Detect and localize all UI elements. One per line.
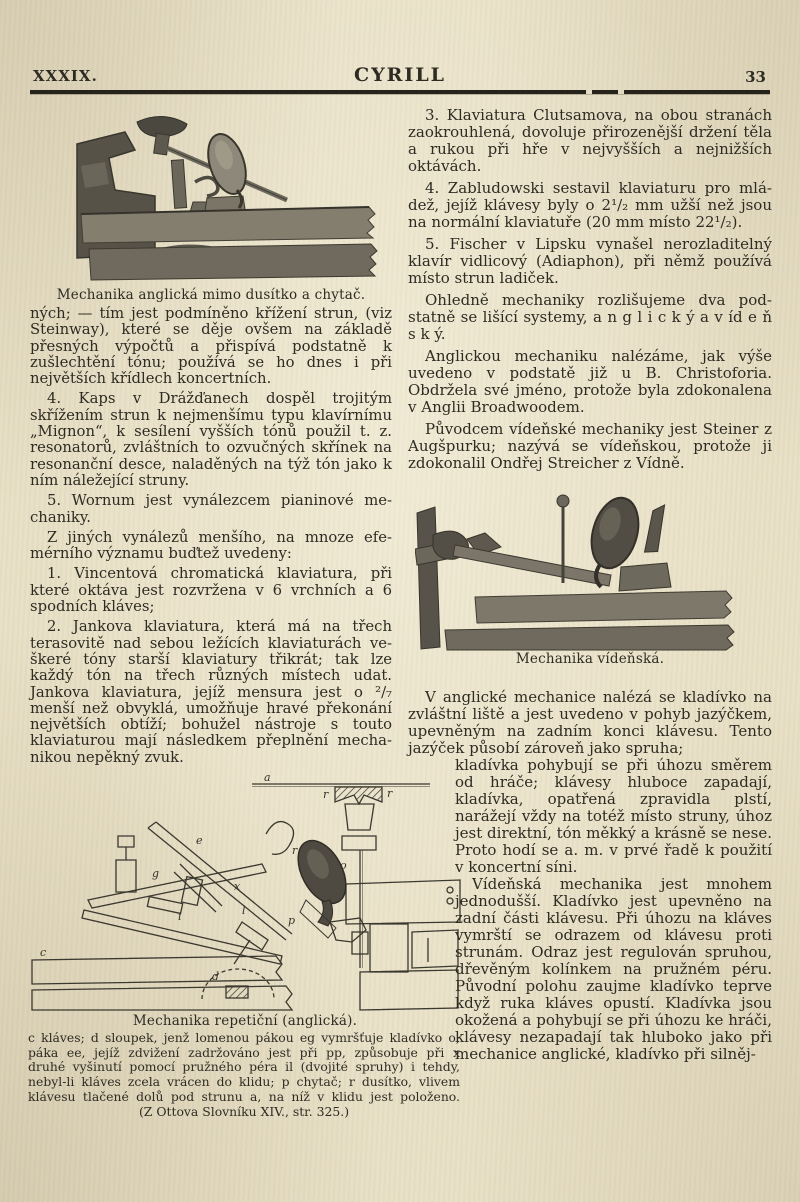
- label-g: g: [152, 867, 160, 880]
- legend-line: druhé vyšinutí pomocí pružného péra il (dvojité spruhy) i tehdy,: [28, 1059, 460, 1075]
- right-intro-paragraph: [408, 689, 772, 762]
- figure-caption-english: Mechanika anglická mimo dusítko a chytač.: [56, 287, 366, 303]
- figure-repetition-action-engraving: [30, 772, 462, 1012]
- label-x: x: [234, 880, 241, 893]
- paragraph: V anglické mechanice nalézá se kladívko na zvláštní liště a jest uvedeno v pohyb jazýčkem, upevněným na zadním konci klávesu. Tento jazýček působí zároveň jako spruha;: [408, 688, 772, 757]
- label-damper-r: r: [387, 787, 393, 800]
- paragraph: 5. Fischer v Lipsku vynašel nerozladitelný klavír vidlicový (Adiaphon), při němž používá místo strun ladiček.: [408, 235, 772, 287]
- paragraph: Anglickou mechaniku nalézáme, jak výše uvedeno v podstatě již u B. Christoforia. Obdržela své jméno, protože byla zdokonalena v Anglii Broadwoodem.: [408, 347, 772, 416]
- paragraph: 2. Jankova klaviatura, která má na třech terasovitě nad sebou ležících klaviaturách veškeré tóny starší klaviatury třikrát; tak lze každý tón na třech různých místech udat. Jankova klaviatura, jejíž mensura jest o ²/₇ menší než obvyklá, umožňuje hravé překonání největších obtíží; bohužel nástroje s touto klaviaturou mají následkem přeplnění mechanikou nepěkný zvuk.: [30, 618, 392, 766]
- legend-source: (Z Ottova Slovníku XIV., str. 325.): [138, 1103, 350, 1119]
- figure-caption-viennese: Mechanika vídeňská.: [515, 651, 665, 667]
- paragraph: Ohledně mechaniky rozlišujeme dva podstatně se lišící systemy, a n g l i c k ý a v íd e ň s k ý.: [408, 291, 772, 343]
- figure-caption-repetition: Mechanika repetiční (anglická).: [132, 1013, 358, 1029]
- paragraph: 4. Zabludowski sestavil klaviaturu pro mládež, jejíž klávesy byly o 2¹/₂ mm užší než jsou na normální klaviatuře (20 mm místo 22¹/₂).: [408, 179, 772, 231]
- left-column-text: [30, 306, 392, 770]
- right-column-text: [408, 107, 772, 477]
- label-p: p: [288, 914, 296, 927]
- legend-line: páka ee, jejíž zdvižení zadržováno jest při pp, způsobuje při x: [28, 1044, 460, 1060]
- label-damper-r: r: [323, 788, 329, 801]
- paragraph: Z jiných vynálezů menšího, na mnoze efemérního významu buďtež uvedeny:: [30, 528, 392, 563]
- label-i: i: [178, 910, 182, 923]
- header-rule: [30, 90, 770, 94]
- right-wrapped-text: [455, 757, 772, 1063]
- label-hammer-o: o: [340, 859, 347, 872]
- paragraph: 1. Vincentová chromatická klaviatura, při které oktáva jest rozvržena v 6 vrchních a 6 spodních kláves;: [30, 565, 392, 616]
- paragraph: 3. Klaviatura Clutsamova, na obou stranách zaokrouhlená, dovoluje přirozenější držení těla a rukou při hře v nejvyšších a nejnižších oktávách.: [408, 106, 772, 175]
- label-string-a: a: [264, 772, 271, 784]
- figure-legend: [28, 1031, 460, 1119]
- paragraph: ných; — tím jest podmíněno křížení strun, (viz Steinway), které se děje ovšem na základě přesných výpočtů a přispívá podstatně k zušlechtění tónu; používá se ho dnes i při největších křídlech koncertních.: [30, 305, 392, 388]
- paragraph: kladívka pohybují se při úhozu směrem od hráče; klávesy hluboce zapadají, kladívka, opatřená zpravidla plstí, narážejí vždy na totéž místo struny, úhoz jest direktní, tón měkký a krásně se nese. Proto hodí se a. m. v prvé řadě k použití v koncertní síni.: [455, 756, 772, 876]
- label-d: d: [212, 970, 220, 983]
- label-c: c: [40, 946, 47, 959]
- page-number: 33: [745, 68, 766, 86]
- paragraph: Původcem vídeňské mechaniky jest Steiner z Augšpurku; nazývá se vídeňskou, protože ji zdokonalil Ondřej Streicher z Vídně.: [408, 420, 772, 472]
- legend-line: klávesu tlačené dolů pod strunu a, na níž v klidu jest položeno.: [28, 1088, 460, 1104]
- journal-volume: XXXIX.: [33, 67, 98, 85]
- label-e: e: [196, 834, 203, 847]
- label-r: r: [292, 844, 298, 857]
- legend-line: c kláves; d sloupek, jenž lomenou pákou eg vymršťuje kladívko o;: [28, 1030, 460, 1045]
- figure-english-action-engraving: [75, 106, 390, 284]
- journal-title: CYRILL: [353, 64, 447, 86]
- paragraph: Vídeňská mechanika jest mnohem jednodušší. Kladívko jest upevněno na zadní části klávesu. Při úhozu na kláves vymrští se odrazem od klávesu proti strunám. Odraz jest regulován spruhou, dřevěným kolínkem na pružném péru. Původní polohu zaujme kladívko teprve když ruka kláves opustí. Kladívka jsou okožená a pohybují se při úhozu ke hráči, klávesy nezapadají tak hluboko jako při mechanice anglické, kladívko při silněj-: [455, 875, 772, 1063]
- label-l: l: [242, 904, 246, 917]
- figure-viennese-action-engraving: [415, 489, 745, 651]
- paragraph: 5. Wornum jest vynálezcem pianinové mechaniky.: [30, 492, 392, 526]
- paragraph: 4. Kaps v Drážďanech dospěl trojitým skřížením strun k nejmenšímu typu klavírnímu „Mignon“, k sesílení vyšších tónů použil t. z. resonatorů, zvláštních to ozvučných skřínek na resonanční desce, naladěných na týž tón jako k ním náležející struny.: [30, 390, 392, 489]
- legend-line: nebyl-li kláves zcela vrácen do klidu; p chytač; r dusítko, vlivem: [28, 1074, 460, 1090]
